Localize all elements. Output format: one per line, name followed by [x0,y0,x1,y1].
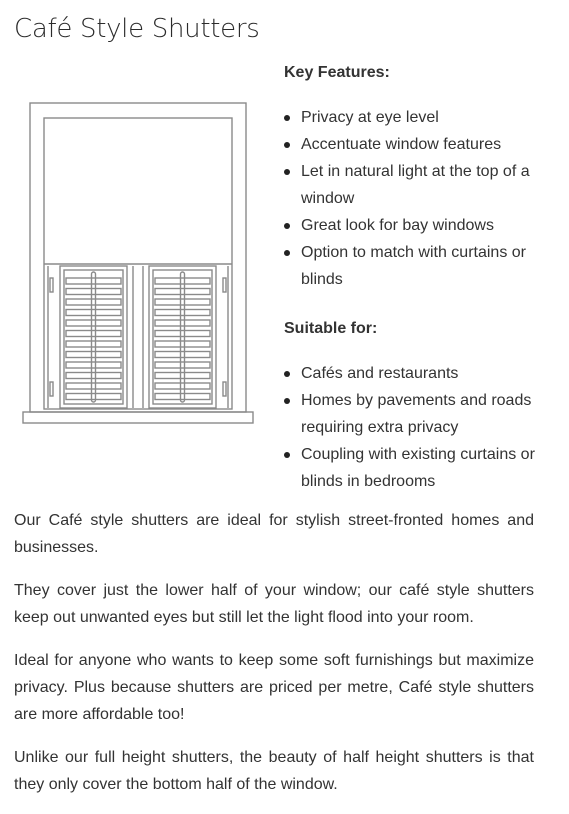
louvre-slat [155,394,210,400]
louvre-slat [155,320,210,326]
cafe-shutter-window-illustration [20,100,256,428]
louvre-slat [66,373,121,379]
window-sill [23,412,253,423]
louvre-slat [66,341,121,347]
window-outer-frame [30,103,246,412]
louvre-slat [155,383,210,389]
louvre-slat [155,331,210,337]
paragraph: Our Café style shutters are ideal for stylish street-fronted homes and businesses. [14,512,534,556]
list-item: Cafés and restaurants [284,360,544,387]
page-title: Café Style Shutters [14,14,260,44]
louvre-slat [155,310,210,316]
list-item: Great look for bay windows [284,212,544,239]
key-features-heading: Key Features: [284,64,390,81]
louvre-slat [155,289,210,295]
louvre-slat [66,362,121,368]
list-item: Coupling with existing curtains or blinds in bedrooms [284,441,544,495]
shutter-louvres [66,278,210,400]
louvre-slat [155,352,210,358]
louvre-slat [66,352,121,358]
louvre-slat [66,331,121,337]
louvre-slat [66,310,121,316]
features-column [284,62,544,495]
louvre-slat [66,383,121,389]
description-text [14,507,534,814]
list-item: Option to match with curtains or blinds [284,239,544,293]
louvre-slat [155,299,210,305]
paragraph: Ideal for anyone who wants to keep some soft furnishings but maximize privacy. Plus because shutters are priced per metre, Café style shutters are more affordable too! [14,652,534,723]
list-item: Accentuate window features [284,131,544,158]
louvre-slat [66,278,121,284]
louvre-slat [155,341,210,347]
key-features-list [284,104,544,293]
louvre-slat [155,373,210,379]
suitable-for-heading: Suitable for: [284,320,378,337]
louvre-slat [155,278,210,284]
list-item: Privacy at eye level [284,104,544,131]
list-item: Let in natural light at the top of a window [284,158,544,212]
louvre-slat [66,289,121,295]
louvre-slat [155,362,210,368]
paragraph: They cover just the lower half of your window; our café style shutters keep out unwanted eyes but still let the light flood into your room. [14,582,534,626]
louvre-slat [66,299,121,305]
suitable-for-list [284,360,544,495]
list-item: Homes by pavements and roads requiring extra privacy [284,387,544,441]
louvre-slat [66,394,121,400]
louvre-slat [66,320,121,326]
paragraph: Unlike our full height shutters, the beauty of half height shutters is that they only cover the bottom half of the window. [14,749,534,793]
